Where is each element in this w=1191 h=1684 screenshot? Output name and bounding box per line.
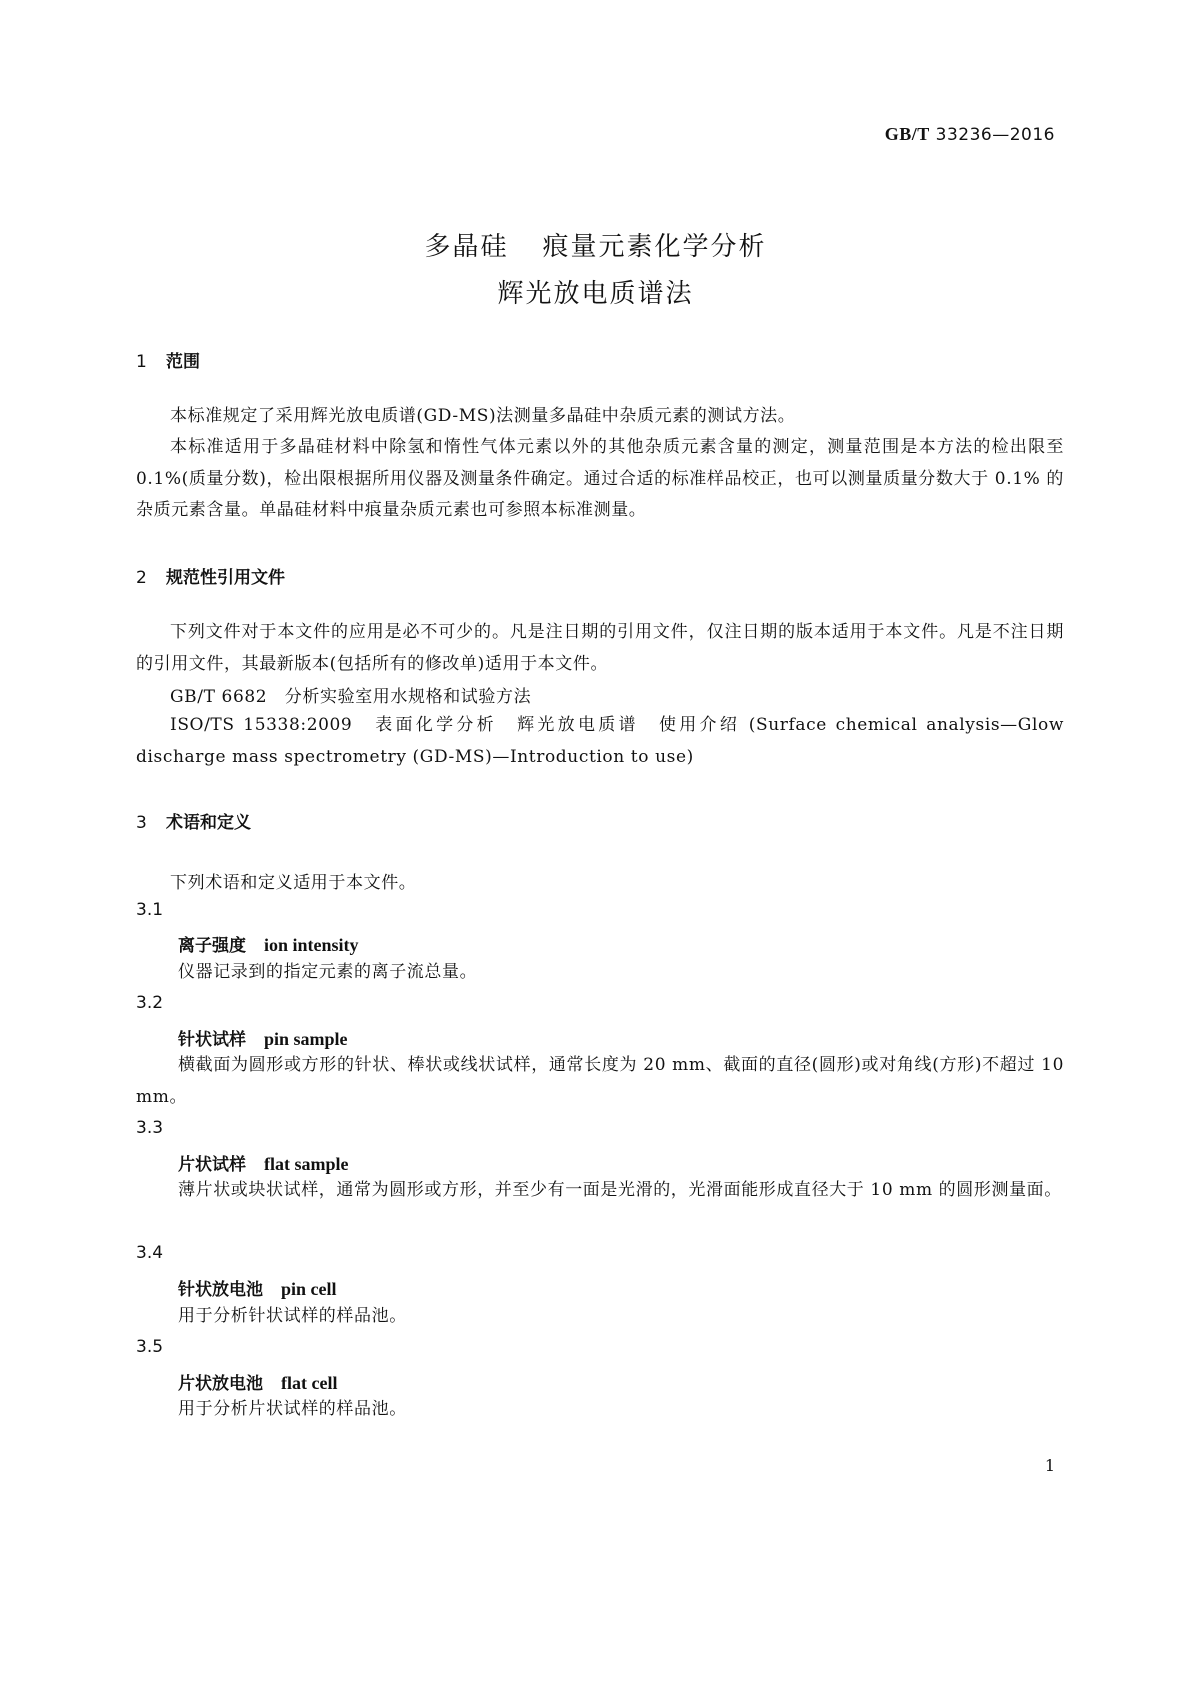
- section-2-heading: [136, 563, 285, 588]
- document-title-line1: [0, 226, 1191, 263]
- term-name-en: ion intensity: [264, 935, 359, 955]
- term-definition: 薄片状或块状试样，通常为圆形或方形，并至少有一面是光滑的，光滑面能形成直径大于 10 mm 的圆形测量面。: [178, 1180, 1062, 1200]
- section-1-heading: [136, 347, 200, 372]
- term-name-en: pin cell: [281, 1279, 337, 1299]
- term-definition: 用于分析片状试样的样品池。: [178, 1399, 407, 1419]
- term-name-en: flat sample: [264, 1154, 349, 1174]
- reference-gbt-6682: GB/T 6682 分析实验室用水规格和试验方法: [170, 687, 532, 707]
- title-part2: 痕量元素化学分析: [542, 232, 767, 262]
- term-definition: 仪器记录到的指定元素的离子流总量。: [178, 962, 478, 982]
- standard-code: 33236—2016: [935, 125, 1055, 145]
- section-number: 3: [136, 813, 147, 833]
- section-3-heading: [136, 808, 251, 833]
- term-name: [178, 1369, 337, 1394]
- section-title: 术语和定义: [166, 813, 251, 833]
- term-definition: 用于分析针状试样的样品池。: [178, 1306, 407, 1326]
- term-name-zh: 针状放电池: [178, 1280, 263, 1300]
- title-part1: 多晶硅: [424, 232, 509, 262]
- term-number: 3.3: [136, 1118, 164, 1138]
- term-name-zh: 离子强度: [178, 936, 246, 956]
- section-3-intro: 下列术语和定义适用于本文件。: [170, 873, 417, 893]
- section-title: 规范性引用文件: [166, 568, 285, 588]
- section-1-paragraph-2: 本标准适用于多晶硅材料中除氢和惰性气体元素以外的其他杂质元素含量的测定，测量范围是本方法的检出限至 0.1%(质量分数)，检出限根据所用仪器及测量条件确定。通过合适的标准样品校正，也可以测量质量分数大于 0.1% 的杂质元素含量。单晶硅材料中痕量杂质元素也可参照本标准测量。: [136, 437, 1064, 520]
- standard-number: [885, 124, 1055, 145]
- term-name-en: pin sample: [264, 1029, 348, 1049]
- term-name: [178, 931, 359, 956]
- term-name-en: flat cell: [281, 1373, 338, 1393]
- section-title: 范围: [166, 352, 200, 372]
- document-title-line2: 辉光放电质谱法: [497, 279, 694, 309]
- term-number: 3.1: [136, 900, 164, 920]
- section-number: 2: [136, 568, 147, 588]
- term-definition: 横截面为圆形或方形的针状、棒状或线状试样，通常长度为 20 mm、截面的直径(圆形)或对角线(方形)不超过 10 mm。: [136, 1055, 1064, 1107]
- term-name-zh: 针状试样: [178, 1030, 246, 1050]
- standard-prefix: GB/T: [884, 124, 930, 144]
- section-1-paragraph-1: 本标准规定了采用辉光放电质谱(GD-MS)法测量多晶硅中杂质元素的测试方法。: [170, 406, 796, 426]
- term-number: 3.2: [136, 993, 164, 1013]
- term-name-zh: 片状放电池: [178, 1374, 263, 1394]
- term-number: 3.4: [136, 1243, 164, 1263]
- term-name: [178, 1150, 349, 1175]
- term-number: 3.5: [136, 1337, 164, 1357]
- term-name: [178, 1025, 348, 1050]
- section-2-paragraph-1: 下列文件对于本文件的应用是必不可少的。凡是注日期的引用文件，仅注日期的版本适用于本文件。凡是不注日期的引用文件，其最新版本(包括所有的修改单)适用于本文件。: [136, 622, 1064, 674]
- reference-iso-ts-15338: ISO/TS 15338:2009 表面化学分析 辉光放电质谱 使用介绍 (Surface chemical analysis—Glow discharge mass spectrometry (GD-MS)—Introduction to use): [136, 715, 1064, 767]
- term-name-zh: 片状试样: [178, 1155, 246, 1175]
- page-number: 1: [1044, 1456, 1055, 1475]
- section-number: 1: [136, 352, 147, 372]
- term-name: [178, 1275, 337, 1300]
